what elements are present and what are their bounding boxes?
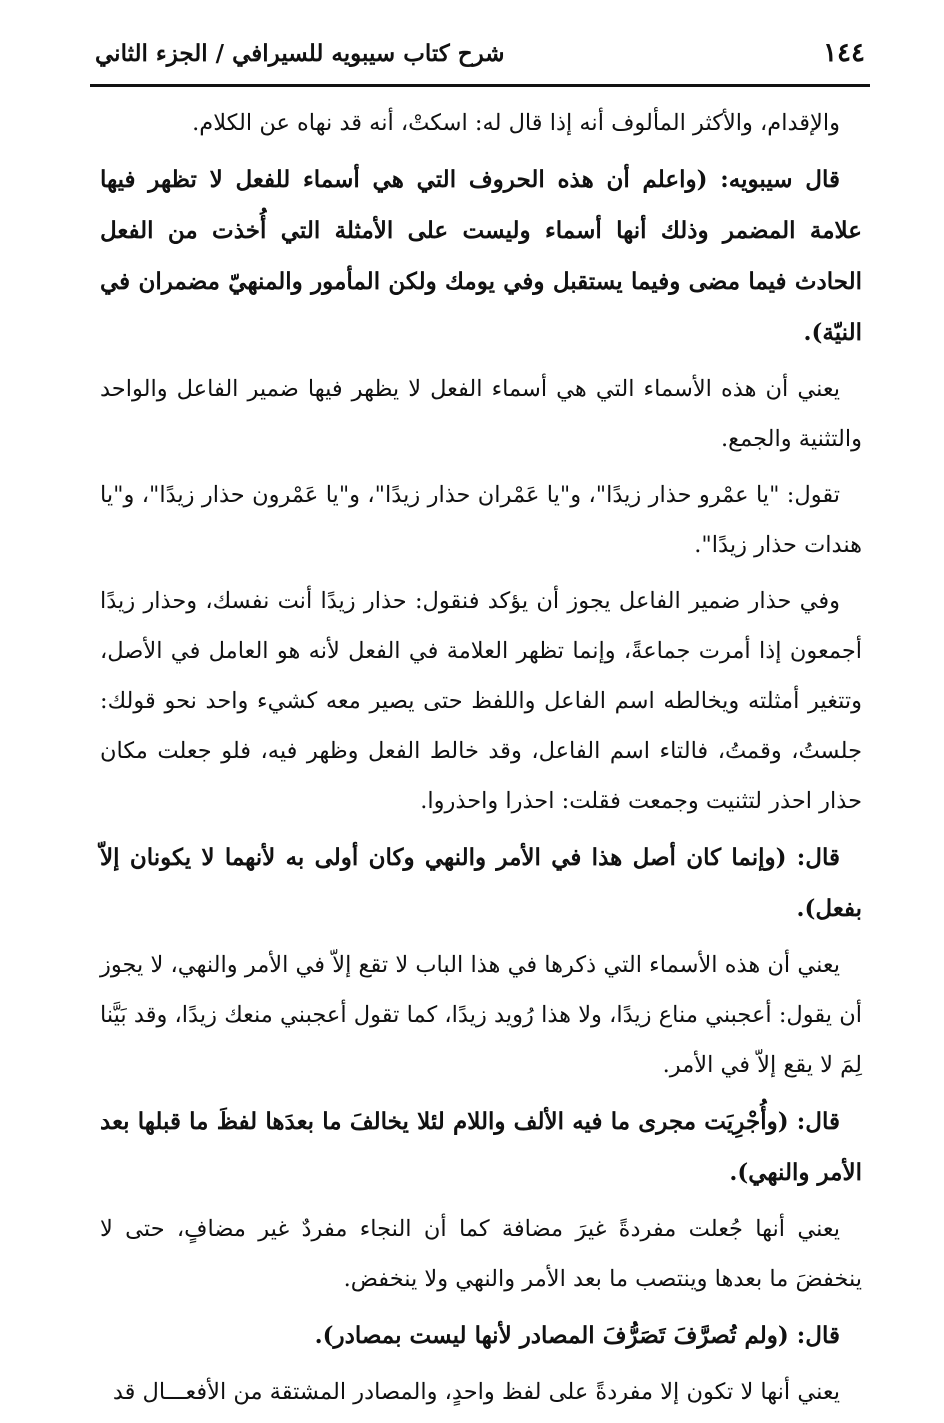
quoted-paragraph: قال سيبويه: (واعلم أن هذه الحروف التي هي أسماء للفعل لا تظهر فيها علامة المضمر وذلك أنها أسماء وليست على الأمثلة التي أُخذت من الفعل الحادث فيما مضى وفيما يستقبل وفي يومك ولكن المأمور والمنهيّ مضمران في النيّة). bbox=[100, 166, 862, 346]
commentary-paragraph: يعني أن هذه الأسماء التي ذكرها في هذا الباب لا تقع إلاّ في الأمر والنهي، لا يجوز أن يقول: أعجبني مناع زيدًا، ولا هذا رُويد زيدًا، كما تقول أعجبني منعك زيدًا، وقد بَيَّنا لِمَ لا يقع إلاّ في الأمر. bbox=[100, 952, 862, 1078]
commentary-paragraph: وفي حذار ضمير الفاعل يجوز أن يؤكد فنقول: حذار زيدًا أنت نفسك، وحذار زيدًا أجمعون إذا أمرت جماعةً، وإنما تظهر العلامة في الفعل لأنه هو العامل في الأصل، وتتغير أمثلته ويخالطه اسم الفاعل واللفظ حتى يصير معه كشيء واحد نحو قولك: جلستُ، وقمتُ، فالتاء اسم الفاعل، وقد خالط الفعل وظهر فيه، فلو جعلت مكان حذار احذر لتثنيت وجمعت فقلت: احذرا واحذروا. bbox=[100, 588, 862, 814]
commentary-paragraph: يعني أنها جُعلت مفردةً غيرَ مضافة كما أن النجاء مفردٌ غير مضافٍ، حتى لا ينخفضَ ما بعدها وينتصب ما بعد الأمر والنهي ولا ينخفض. bbox=[100, 1216, 862, 1292]
quoted-paragraph: قال: (وإنما كان أصل هذا في الأمر والنهي وكان أولى به لأنهما لا يكونان إلاّ بفعل). bbox=[100, 844, 862, 922]
page-body bbox=[100, 98, 862, 1423]
page-header bbox=[95, 30, 865, 82]
quoted-paragraph: قال: (وأُجْرِيَت مجرى ما فيه الألف واللام لئلا يخالفَ ما بعدَها لفظَ ما قبلها بعد الأمر والنهي). bbox=[100, 1108, 862, 1186]
commentary-paragraph: يعني أن هذه الأسماء التي هي أسماء الفعل لا يظهر فيها ضمير الفاعل والواحد والتثنية والجمع. bbox=[100, 376, 862, 452]
commentary-paragraph: يعني أنها لا تكون إلا مفردةً على لفظ واحدٍ، والمصادر المشتقة من الأفعـــال قد bbox=[112, 1379, 840, 1405]
page-number: ١٤٤ bbox=[823, 38, 865, 68]
running-title: شرح كتاب سيبويه للسيرافي / الجزء الثاني bbox=[95, 40, 505, 67]
commentary-paragraph: والإقدام، والأكثر المألوف أنه إذا قال له: اسكتْ، أنه قد نهاه عن الكلام. bbox=[192, 110, 840, 136]
header-divider bbox=[90, 84, 870, 87]
quoted-paragraph: قال: (ولم تُصرَّفَ تَصَرُّفَ المصادر لأنها ليست بمصادر). bbox=[314, 1322, 840, 1349]
commentary-paragraph: تقول: "يا عمْرو حذار زيدًا"، و"يا عَمْران حذار زيدًا"، و"يا عَمْرون حذار زيدًا"، و"يا هندات حذار زيدًا". bbox=[100, 482, 862, 558]
